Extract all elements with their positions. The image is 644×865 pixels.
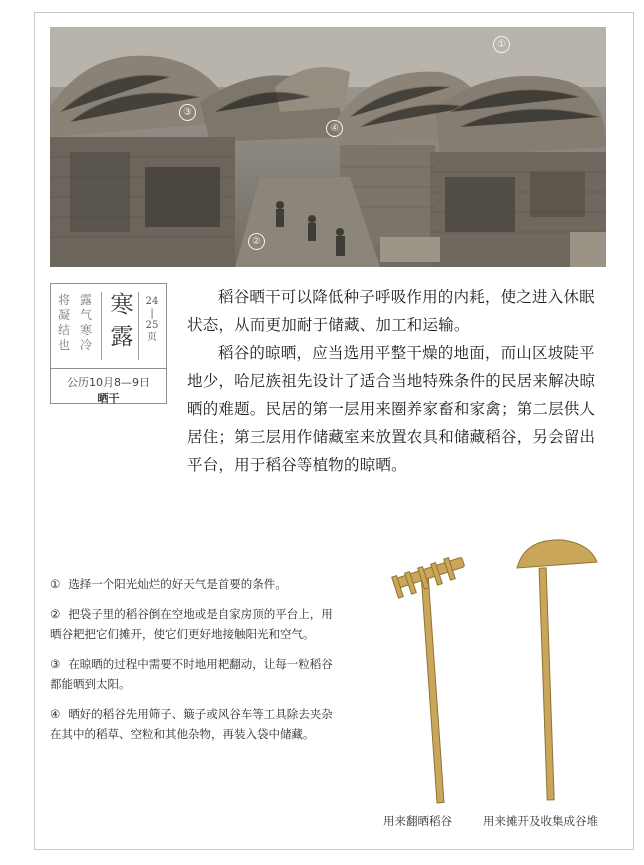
poem-char: 冷 (79, 338, 92, 352)
note-item (50, 604, 336, 644)
poem-char: 气 (79, 308, 92, 322)
page-range-unit: 页 (147, 332, 157, 343)
poem-char: 将 (57, 293, 70, 307)
page-range-start: 24 (145, 296, 159, 307)
marker-2: ② (248, 233, 265, 250)
note-item (50, 704, 336, 744)
term-name-char-2: 露 (110, 324, 134, 350)
note-item (50, 574, 336, 594)
note-text: 晒好的稻谷先用筛子、簸子或风谷车等工具除去夹杂在其中的稻草、空粒和其他杂物，再装入袋中储藏。 (50, 707, 333, 741)
step-notes (50, 574, 336, 754)
poem-char: 结 (57, 323, 70, 337)
note-number: ① (50, 577, 61, 591)
flat-rake-icon (505, 530, 605, 805)
page-range-end: 25 (145, 320, 159, 331)
page-range-sep: | (150, 308, 154, 319)
marker-3: ③ (179, 104, 196, 121)
poem-column-left (57, 293, 71, 353)
poem-char: 寒 (79, 323, 92, 337)
note-text: 选择一个阳光灿烂的好天气是首要的条件。 (68, 577, 287, 591)
rake-tool (385, 538, 475, 812)
tool-caption: 用来摊开及收集成谷堆 (483, 814, 598, 828)
term-activity: 晒干 (97, 392, 120, 405)
term-name-char-1: 寒 (110, 292, 134, 318)
term-date: 公历10月8—9日 (67, 376, 150, 389)
solar-term-box (50, 283, 167, 404)
main-article (187, 283, 607, 479)
marker-1: ① (493, 36, 510, 53)
poem-char: 凝 (57, 308, 70, 322)
flat-rake-tool (505, 530, 605, 809)
note-number: ④ (50, 707, 61, 721)
note-number: ③ (50, 657, 61, 671)
paragraph: 稻谷的晾晒，应当选用平整干燥的地面，而山区坡陡平地少，哈尼族祖先设计了适合当地特殊条件的民居来解决晾晒的难题。民居的第一层用来圈养家畜和家禽；第二层供人居住；第三层用作储藏室来放置农具和储藏稻谷，另会留出平台，用于稻谷等植物的晾晒。 (187, 344, 596, 474)
poem-column-right (79, 293, 93, 353)
divider (101, 292, 102, 360)
note-item (50, 654, 336, 694)
note-text: 在晾晒的过程中需要不时地用耙翻动，让每一粒稻谷都能晒到太阳。 (50, 657, 333, 691)
note-number: ② (50, 607, 61, 621)
marker-4: ④ (326, 120, 343, 137)
rake-icon (385, 538, 475, 808)
poem-char: 露 (79, 293, 92, 307)
village-illustration (50, 27, 606, 267)
poem-char: 也 (57, 338, 70, 352)
paragraph: 稻谷晒干可以降低种子呼吸作用的内耗，使之进入休眠状态，从而更加耐于储藏、加工和运输。 (187, 288, 595, 334)
village-scene-image (50, 27, 606, 267)
tool-caption: 用来翻晒稻谷 (383, 814, 452, 828)
solar-term-header (51, 284, 166, 369)
divider (138, 292, 139, 360)
note-text: 把袋子里的稻谷倒在空地或是自家房顶的平台上，用晒谷耙把它们摊开，使它们更好地接触阳光和空气。 (50, 607, 333, 641)
